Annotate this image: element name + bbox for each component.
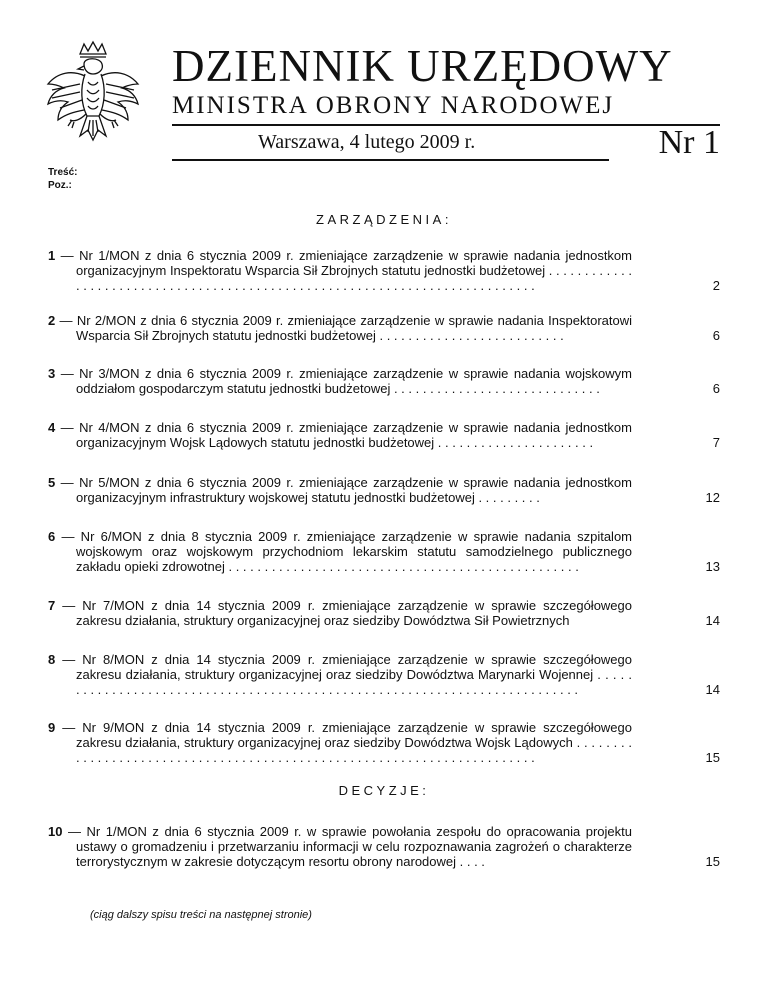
toc-entry-number: 1 <box>48 248 56 263</box>
toc-entry-number: 2 <box>48 313 56 328</box>
eagle-emblem-icon <box>40 40 146 152</box>
toc-entry-page: 14 <box>705 682 720 697</box>
date-underline <box>172 159 609 161</box>
content-label: Treść: <box>48 167 78 178</box>
toc-entry-page: 7 <box>712 435 720 450</box>
toc-entry-text: — Nr 1/MON z dnia 6 stycznia 2009 r. zmieniające zarządzenie w sprawie nadania jednostkom organizacyjnym Inspektoratu Wsparcia Sił Zbrojnych statutu jednostki budżetowej . . . . . . . . . . . . . . . . . . . . . . . . . . . . . . . . . . . . . . . . . . . . . . . . . . . . . . . . . . . . . . . . . . . . . . . . . . . . <box>55 248 632 293</box>
toc-entry-text: — Nr 2/MON z dnia 6 stycznia 2009 r. zmieniające zarządzenie w sprawie nadania Inspektoratowi Wsparcia Sił Zbrojnych statutu jednostki budżetowej . . . . . . . . . . . . . . . . . . . . . . . . . . <box>55 313 632 343</box>
toc-entry[interactable] <box>48 475 720 505</box>
toc-entry-text: — Nr 3/MON z dnia 6 stycznia 2009 r. zmieniające zarządzenie w sprawie nadania wojskowym oddziałom gospodarczym statutu jednostki budżetowej . . . . . . . . . . . . . . . . . . . . . . . . . . . . . <box>55 366 632 396</box>
toc-entry-page: 13 <box>705 559 720 574</box>
issue-date: Warszawa, 4 lutego 2009 r. <box>258 131 476 153</box>
toc-entry-text: — Nr 5/MON z dnia 6 stycznia 2009 r. zmieniające zarządzenie w sprawie nadania jednostkom organizacyjnym infrastruktury wojskowej statutu jednostki budżetowej . . . . . . . . . <box>55 475 632 505</box>
toc-entry-text: — Nr 1/MON z dnia 6 stycznia 2009 r. w sprawie powołania zespołu do opracowania projektu ustawy o gromadzeniu i przetwarzaniu informacji w celu rozpoznawania zagrożeń o charakterze terrorystycznym w zakresie dotyczącym resortu obrony narodowej . . . . <box>62 824 632 869</box>
toc-entry[interactable] <box>48 529 720 574</box>
section-heading-decyzje: DECYZJE: <box>338 783 430 798</box>
toc-entry[interactable] <box>48 598 720 628</box>
toc-entry-page: 6 <box>712 328 720 343</box>
toc-entry[interactable] <box>48 420 720 450</box>
toc-entry-number: 9 <box>48 720 56 735</box>
toc-entry-page: 15 <box>705 750 720 765</box>
toc-entry-page: 12 <box>705 490 720 505</box>
toc-entry[interactable] <box>48 720 720 765</box>
toc-entry[interactable] <box>48 824 720 869</box>
toc-entry-text: — Nr 8/MON z dnia 14 stycznia 2009 r. zmieniające zarządzenie w sprawie szczegółowego zakresu działania, struktury organizacyjnej oraz siedziby Dowództwa Marynarki Wojennej . . . . . . . . . . . . . . . . . . . . . . . . . . . . . . . . . . . . . . . . . . . . . . . . . . . . . . . . . . . . . . . . . . . . . . . . . . . <box>55 652 632 697</box>
toc-entry-number: 10 <box>48 824 63 839</box>
toc-entry-number: 5 <box>48 475 56 490</box>
issue-number: Nr 1 <box>658 124 720 161</box>
header-divider <box>172 124 720 126</box>
toc-entry-text: — Nr 6/MON z dnia 8 stycznia 2009 r. zmieniające zarządzenie w sprawie nadania szpitalom wojskowym oraz wojskowym przychodniom lekarskim statutu samodzielnego publicznego zakładu opieki zdrowotnej . . . . . . . . . . . . . . . . . . . . . . . . . . . . . . . . . . . . . . . . . . . . . . . . . <box>55 529 632 574</box>
toc-entry-number: 6 <box>48 529 56 544</box>
toc-entry[interactable] <box>48 366 720 396</box>
publication-title: DZIENNIK URZĘDOWY <box>172 41 673 91</box>
toc-entry-number: 4 <box>48 420 56 435</box>
toc-entry[interactable] <box>48 652 720 697</box>
section-heading-zarzadzenia: ZARZĄDZENIA: <box>316 212 452 227</box>
toc-entry-text: — Nr 9/MON z dnia 14 stycznia 2009 r. zmieniające zarządzenie w sprawie szczegółowego zakresu działania, struktury organizacyjnej oraz siedziby Dowództwa Wojsk Lądowych . . . . . . . . . . . . . . . . . . . . . . . . . . . . . . . . . . . . . . . . . . . . . . . . . . . . . . . . . . . . . . . . . . . . . . . . <box>55 720 632 765</box>
toc-entry-page: 2 <box>712 278 720 293</box>
toc-entry-page: 6 <box>712 381 720 396</box>
continuation-note: (ciąg dalszy spisu treści na następnej stronie) <box>90 909 312 921</box>
position-label: Poz.: <box>48 180 72 191</box>
toc-entry-number: 3 <box>48 366 56 381</box>
toc-entry[interactable] <box>48 313 720 343</box>
toc-entry[interactable] <box>48 248 720 293</box>
toc-entry-text: — Nr 4/MON z dnia 6 stycznia 2009 r. zmieniające zarządzenie w sprawie nadania jednostkom organizacyjnym Wojsk Lądowych statutu jednostki budżetowej . . . . . . . . . . . . . . . . . . . . . . <box>55 420 632 450</box>
toc-entry-number: 8 <box>48 652 56 667</box>
toc-entry-number: 7 <box>48 598 56 613</box>
toc-entry-page: 15 <box>705 854 720 869</box>
toc-entry-page: 14 <box>705 613 720 628</box>
publication-subtitle: MINISTRA OBRONY NARODOWEJ <box>172 92 615 119</box>
toc-entry-text: — Nr 7/MON z dnia 14 stycznia 2009 r. zmieniające zarządzenie w sprawie szczegółowego zakresu działania, struktury organizacyjnej oraz siedziby Dowództwa Sił Powietrznych <box>55 598 632 628</box>
